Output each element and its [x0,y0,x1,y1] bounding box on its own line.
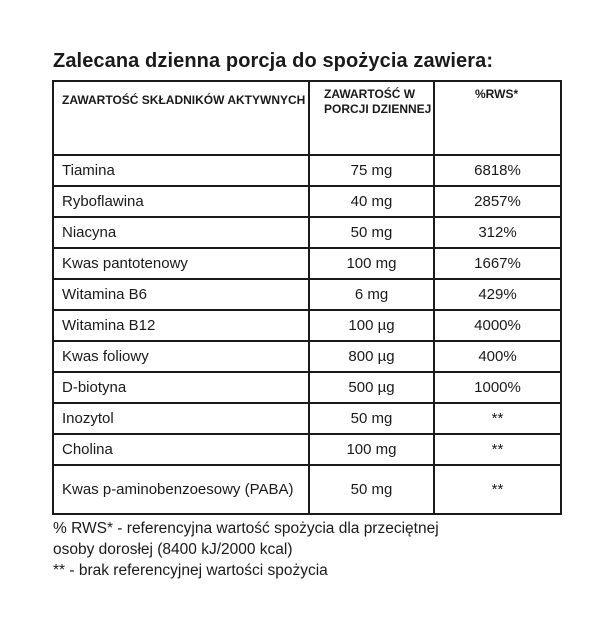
ingredient-rws: 2857% [434,186,561,217]
ingredient-rws: ** [434,434,561,465]
ingredient-name: Witamina B12 [53,310,309,341]
ingredient-rws: 429% [434,279,561,310]
ingredient-name: Cholina [53,434,309,465]
header-ingredient: ZAWARTOŚĆ SKŁADNIKÓW AKTYWNYCH [53,81,309,155]
ingredient-amount: 6 mg [309,279,434,310]
footnotes [53,518,439,581]
ingredient-amount: 50 mg [309,465,434,514]
ingredient-amount: 100 mg [309,434,434,465]
table-row [53,403,561,434]
ingredient-name: Witamina B6 [53,279,309,310]
ingredient-amount: 800 µg [309,341,434,372]
ingredient-rws: 400% [434,341,561,372]
footnote-rws-line1: % RWS* - referencyjna wartość spożycia dla przeciętnej [53,520,439,537]
ingredient-rws: ** [434,465,561,514]
ingredient-amount: 40 mg [309,186,434,217]
ingredient-amount: 75 mg [309,155,434,186]
table-row [53,155,561,186]
table-row [53,248,561,279]
ingredient-rws: 6818% [434,155,561,186]
table-row [53,279,561,310]
ingredient-name: Ryboflawina [53,186,309,217]
label-title: Zalecana dzienna porcja do spożycia zawiera: [53,50,494,72]
footnote-no-reference: ** - brak referencyjnej wartości spożycia [53,562,328,579]
ingredient-name: Inozytol [53,403,309,434]
table-row [53,465,561,514]
ingredient-rws: 1667% [434,248,561,279]
table-row [53,372,561,403]
ingredient-name: Tiamina [53,155,309,186]
header-rws: %RWS* [434,81,561,155]
ingredient-rws: 4000% [434,310,561,341]
table-row [53,341,561,372]
table-row [53,217,561,248]
nutrient-table [52,80,562,515]
ingredient-amount: 500 µg [309,372,434,403]
ingredient-rws: 1000% [434,372,561,403]
ingredient-name: Kwas p-aminobenzoesowy (PABA) [53,465,309,514]
ingredient-amount: 100 mg [309,248,434,279]
ingredient-rws: ** [434,403,561,434]
ingredient-amount: 100 µg [309,310,434,341]
table-row [53,310,561,341]
table-row [53,434,561,465]
ingredient-name: D-biotyna [53,372,309,403]
ingredient-amount: 50 mg [309,217,434,248]
ingredient-name: Niacyna [53,217,309,248]
ingredient-name: Kwas foliowy [53,341,309,372]
table-row [53,186,561,217]
table-header-row [53,81,561,155]
ingredient-amount: 50 mg [309,403,434,434]
header-amount: ZAWARTOŚĆ W PORCJI DZIENNEJ [309,81,434,155]
ingredient-rws: 312% [434,217,561,248]
ingredient-name: Kwas pantotenowy [53,248,309,279]
footnote-rws-line2: osoby dorosłej (8400 kJ/2000 kcal) [53,541,293,558]
